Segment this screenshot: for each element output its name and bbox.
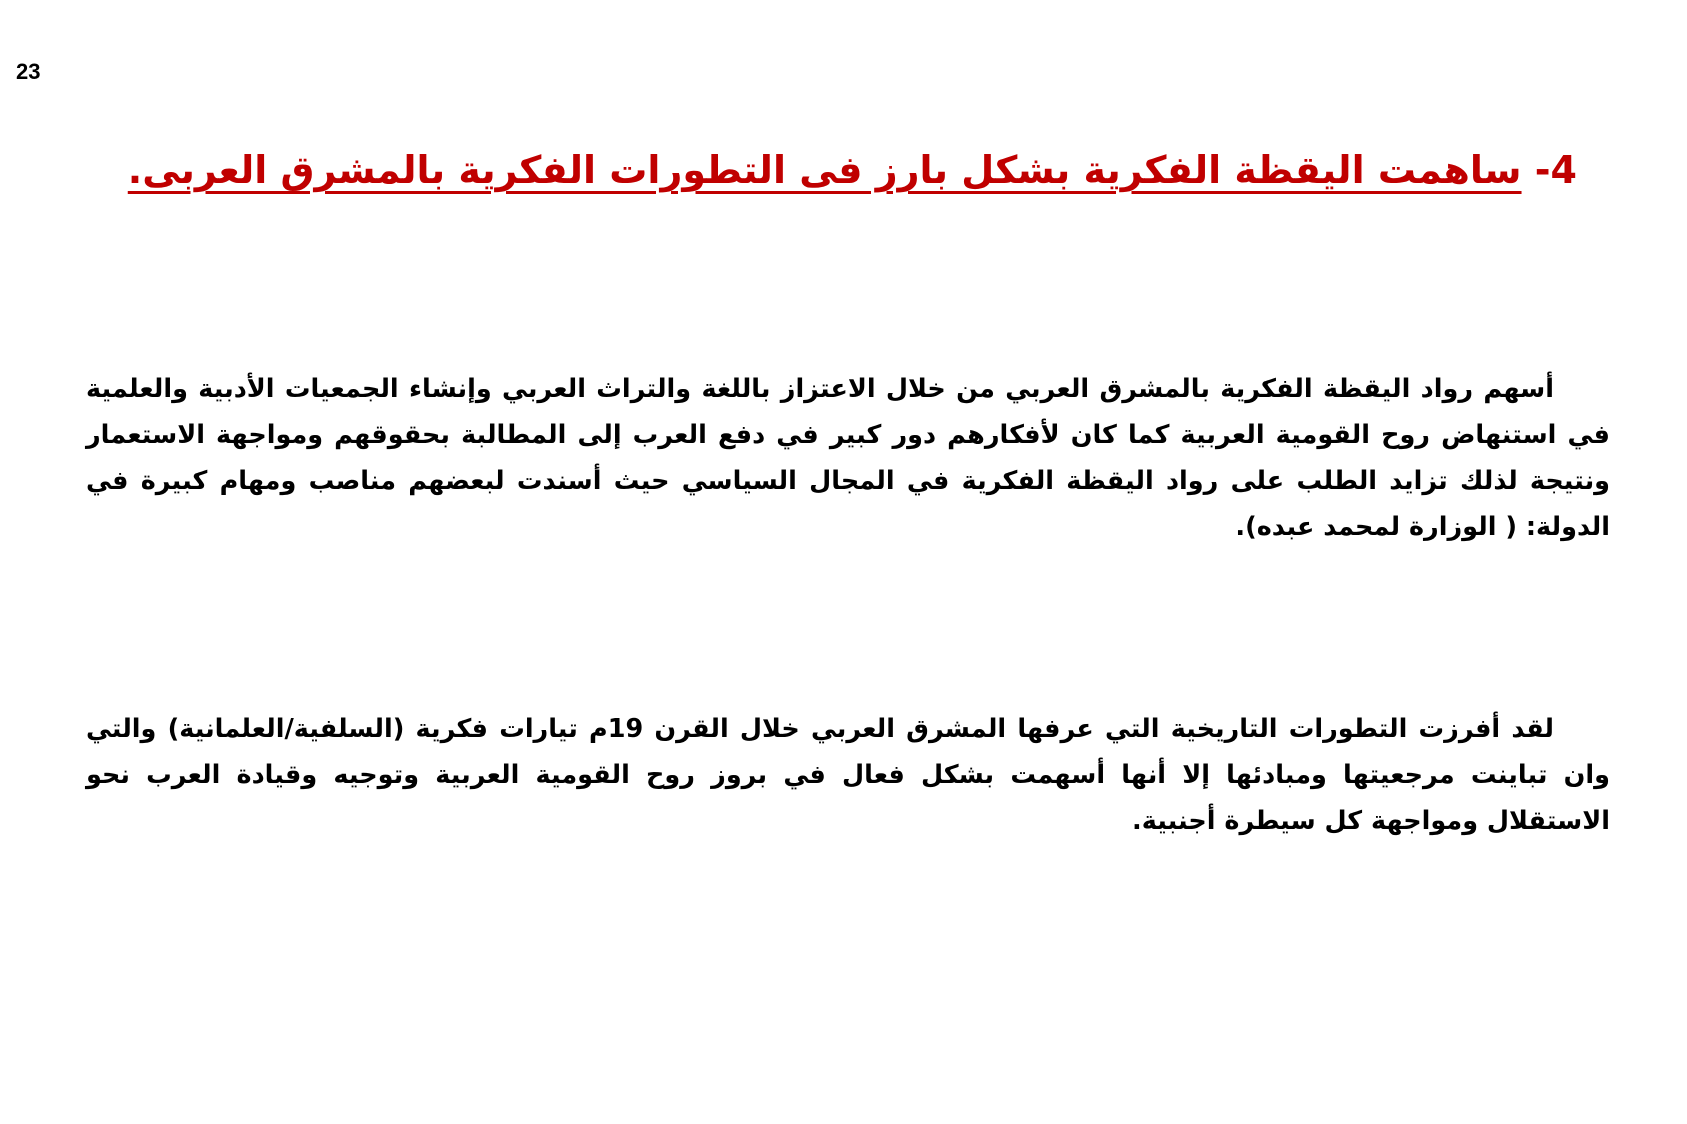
paragraph-1: أسهم رواد اليقظة الفكرية بالمشرق العربي من خلال الاعتزاز باللغة والتراث العربي وإنشاء الجمعيات الأدبية والعلمية في استنهاض روح القومية العربية كما كان لأفكارهم دور كبير في دفع العرب إلى المطالبة بحقوقهم ومواجهة الاستعمار ونتيجة لذلك تزايد الطلب على رواد اليقظة الفكرية في المجال السياسي حيث أسندت لبعضهم مناصب ومهام كبيرة في الدولة: ( الوزارة لمحمد عبده). [86,373,1610,542]
page-number: 23 [16,59,41,84]
heading-number: 4- [1534,148,1577,192]
section-heading [77,138,1577,202]
heading-text: ساهمت اليقظة الفكرية بشكل بارز فى التطورات الفكرية بالمشرق العربى. [127,148,1522,192]
paragraph-2: لقد أفرزت التطورات التاريخية التي عرفها المشرق العربي خلال القرن 19م تيارات فكرية (السلفية/العلمانية) والتي وان تباينت مرجعيتها ومبادئها إلا أنها أسهمت بشكل فعال في بروز روح القومية العربية وتوجيه وقيادة العرب نحو الاستقلال ومواجهة كل سيطرة أجنبية. [86,713,1610,836]
